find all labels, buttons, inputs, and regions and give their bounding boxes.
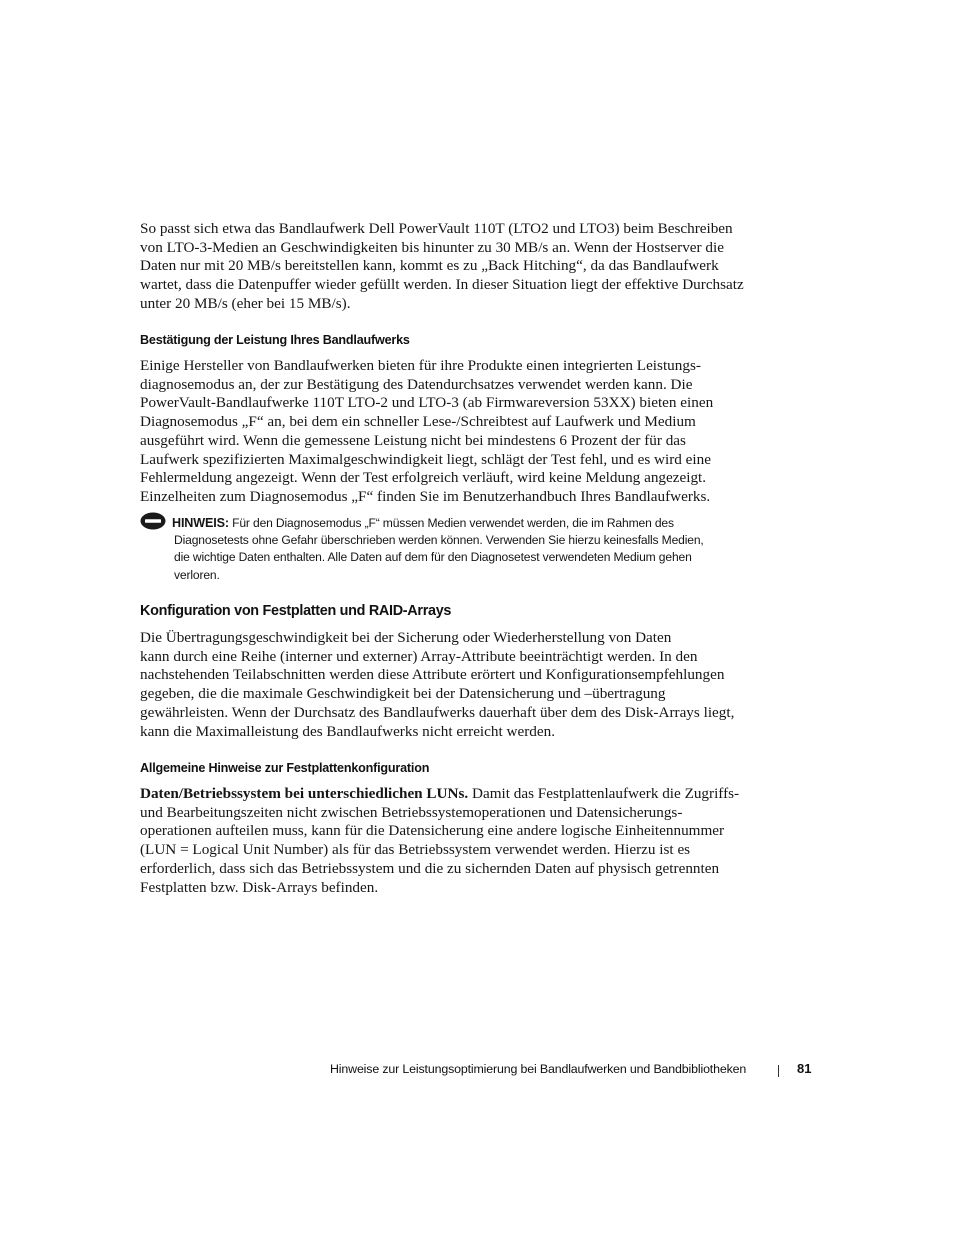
notice-text-line: die wichtige Daten enthalten. Alle Daten auf dem für den Diagnosetest verwendeten Medium gehen — [174, 550, 692, 565]
text-line: Einige Hersteller von Bandlaufwerken bieten für ihre Produkte einen integrierten Leistungs- — [140, 357, 701, 374]
subheading-performance-confirmation: Bestätigung der Leistung Ihres Bandlaufwerks — [140, 333, 410, 347]
text-line: unter 20 MB/s (eher bei 15 MB/s). — [140, 294, 351, 312]
text-line: Diagnosemodus „F“ an, bei dem ein schneller Lese-/Schreibtest auf Laufwerk und Medium — [140, 413, 696, 431]
text-line: Laufwerk spezifizierten Maximalgeschwindigkeit liegt, schlägt der Test fehl, und es wird eine — [140, 450, 711, 468]
paragraph-intro — [140, 220, 744, 314]
text-line: diagnosemodus an, der zur Bestätigung des Datendurchsatzes verwendet werden kann. Die — [140, 375, 693, 393]
notice-text-line: Diagnosetests ohne Gefahr überschrieben werden können. Verwenden Sie hierzu keinesfalls Medien, — [174, 533, 704, 548]
subheading-disk-config: Allgemeine Hinweise zur Festplattenkonfiguration — [140, 761, 430, 775]
page-number: 81 — [797, 1061, 812, 1076]
section-heading-disk-raid: Konfiguration von Festplatten und RAID-Arrays — [140, 603, 452, 619]
text-line: von LTO-3-Medien an Geschwindigkeiten bis hinunter zu 30 MB/s an. Wenn der Hostserver die — [140, 238, 724, 256]
notice-icon — [140, 512, 166, 530]
notice-first-line — [172, 515, 704, 532]
text-line: Die Übertragungsgeschwindigkeit bei der Sicherung oder Wiederherstellung von Daten — [140, 629, 672, 646]
text-line: Fehlermeldung angezeigt. Wenn der Test erfolgreich verläuft, wird keine Meldung angezeigt. — [140, 469, 707, 487]
text-line: (LUN = Logical Unit Number) als für das Betriebssystem verwendet werden. Hierzu ist es — [140, 841, 691, 859]
text-line: erforderlich, dass sich das Betriebssystem und die zu sichernden Daten auf physisch getrennten — [140, 859, 720, 877]
text-line: kann durch eine Reihe (interner und externer) Array-Attribute beeinträchtigt werden. In den — [140, 647, 698, 665]
notice-text-line: verloren. — [174, 567, 220, 582]
text-line: gegeben, die die maximale Geschwindigkeit bei der Datensicherung und –übertragung — [140, 685, 666, 703]
paragraph-luns — [140, 785, 739, 897]
paragraph-diagnostics — [140, 357, 713, 507]
text-line: gewährleisten. Wenn der Durchsatz des Bandlaufwerks dauerhaft über dem des Disk-Arrays liegt, — [140, 703, 735, 721]
text-line — [140, 785, 739, 804]
lead-in-rest: Damit das Festplattenlaufwerk die Zugriffs- — [468, 785, 740, 802]
notice-label: HINWEIS: — [172, 516, 229, 530]
lead-in-bold: Daten/Betriebssystem bei unterschiedlichen LUNs. — [140, 785, 469, 802]
notice-box — [172, 515, 704, 584]
text-line: Festplatten bzw. Disk-Arrays befinden. — [140, 878, 379, 896]
text-line: PowerVault-Bandlaufwerke 110T LTO-2 und LTO-3 (ab Firmwareversion 53XX) bieten einen — [140, 394, 714, 412]
text-line: Einzelheiten zum Diagnosemodus „F“ finden Sie im Benutzerhandbuch Ihres Bandlaufwerks. — [140, 487, 711, 505]
text-line: operationen aufteilen muss, kann für die Datensicherung eine andere logische Einheitennummer — [140, 822, 725, 840]
text-line: wartet, dass die Datenpuffer wieder gefüllt werden. In dieser Situation liegt der effektive Durchsatz — [140, 276, 744, 294]
notice-text: Für den Diagnosemodus „F“ müssen Medien verwendet werden, die im Rahmen des — [232, 516, 674, 530]
text-line: kann die Maximalleistung des Bandlaufwerks nicht erreicht werden. — [140, 722, 555, 740]
text-line: ausgeführt wird. Wenn die gemessene Leistung nicht bei mindestens 6 Prozent der für das — [140, 431, 686, 449]
footer-divider — [778, 1065, 779, 1077]
running-footer-title: Hinweise zur Leistungsoptimierung bei Bandlaufwerken und Bandbibliotheken — [330, 1062, 747, 1076]
text-line: nachstehenden Teilabschnitten werden diese Attribute erörtert und Konfigurationsempfehlungen — [140, 666, 725, 684]
text-line: und Bearbeitungszeiten nicht zwischen Betriebssystemoperationen und Datensicherungs- — [140, 803, 683, 821]
paragraph-array-attributes — [140, 629, 734, 741]
text-line: Daten nur mit 20 MB/s bereitstellen kann, kommt es zu „Back Hitching“, da das Bandlaufwerk — [140, 257, 719, 275]
text-line: So passt sich etwa das Bandlaufwerk Dell PowerVault 110T (LTO2 und LTO3) beim Beschreiben — [140, 220, 733, 237]
